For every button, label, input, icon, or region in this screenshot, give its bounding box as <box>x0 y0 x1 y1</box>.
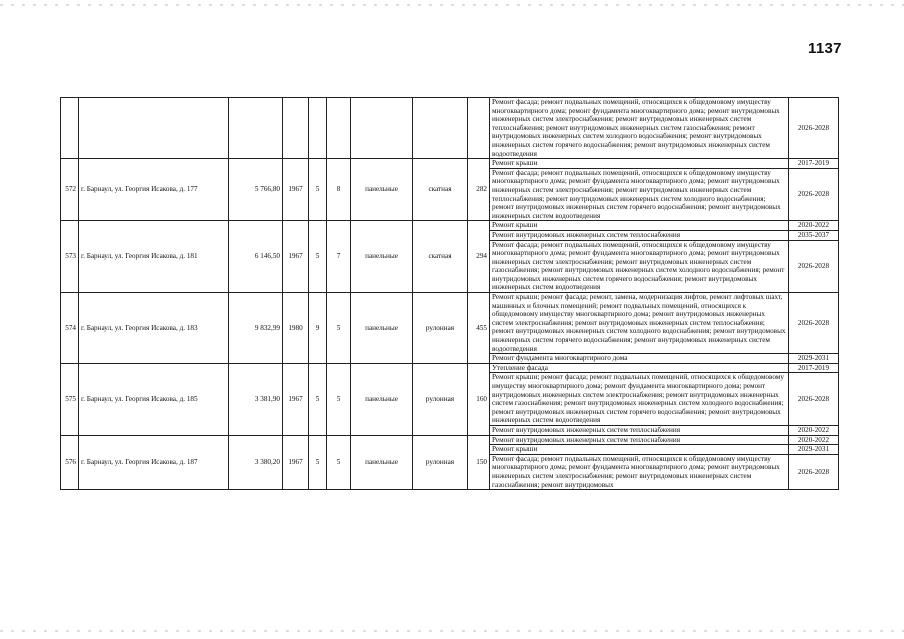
work-description: Ремонт внутридомовых инженерных систем теплоснабжения <box>490 230 789 240</box>
object-roof-type: скатная <box>413 159 468 221</box>
object-address: г. Барнаул, ул. Георгия Исакова, д. 177 <box>79 159 229 221</box>
work-period: 2020-2022 <box>789 221 839 231</box>
work-description: Утепление фасада <box>490 363 789 373</box>
work-description: Ремонт крыши; ремонт фасада; ремонт подвальных помещений, относящихся к общедомовому имуществу многоквартирного дома; ремонт фундамента многоквартирного дома; ремонт внутридомовых инженерных систем электроснабжения; ремонт внутридомовых инженерных систем газоснабжения; ремонт внутридомовых инженерных систем холодного водоснабжения; ремонт внутридомовых инженерных систем горячего водоснабжения; ремонт внутридомовых инженерных систем водоотведения <box>490 373 789 426</box>
object-address: г. Барнаул, ул. Георгия Исакова, д. 183 <box>79 293 229 364</box>
object-entrances: 5 <box>327 293 351 364</box>
object-address: г. Барнаул, ул. Георгия Исакова, д. 181 <box>79 221 229 293</box>
object-floors: 5 <box>309 221 327 293</box>
work-period: 2017-2019 <box>789 363 839 373</box>
object-wall-material: панельные <box>351 159 413 221</box>
work-description: Ремонт крыши <box>490 221 789 231</box>
work-period: 2029-2031 <box>789 445 839 455</box>
object-residents: 294 <box>468 221 490 293</box>
object-year: 1980 <box>283 293 309 364</box>
repair-schedule-table <box>60 97 839 490</box>
object-floors: 5 <box>309 363 327 435</box>
work-description: Ремонт крыши <box>490 445 789 455</box>
object-number: 573 <box>61 221 79 293</box>
object-wall-material: панельные <box>351 293 413 364</box>
object-year: 1967 <box>283 363 309 435</box>
object-number: 576 <box>61 435 79 490</box>
object-wall-material: панельные <box>351 221 413 293</box>
work-period: 2026-2028 <box>789 454 839 489</box>
object-residents: 455 <box>468 293 490 364</box>
table-row <box>61 221 839 231</box>
object-wall-material <box>351 98 413 159</box>
object-area: 6 146,50 <box>229 221 283 293</box>
object-floors: 5 <box>309 435 327 490</box>
work-description: Ремонт фасада; ремонт подвальных помещений, относящихся к общедомовому имуществу многоквартирного дома; ремонт фундамента многоквартирного дома; ремонт внутридомовых инженерных систем электроснабжения; ремонт внутридомовых инженерных систем газоснабжения; ремонт внутридомовых инженерных систем холодного водоснабжения; ремонт внутридомовых инженерных систем горячего водоснабжения; ремонт внутридомовых инженерных систем водоотведения <box>490 240 789 293</box>
work-period: 2026-2028 <box>789 373 839 426</box>
work-description: Ремонт фасада; ремонт подвальных помещений, относящихся к общедомовому имуществу многоквартирного дома; ремонт фундамента многоквартирного дома; ремонт внутридомовых инженерных систем электроснабжения; ремонт внутридомовых инженерных систем газоснабжения; ремонт внутридомовых <box>490 454 789 489</box>
work-period: 2026-2028 <box>789 168 839 221</box>
object-entrances: 5 <box>327 435 351 490</box>
object-floors <box>309 98 327 159</box>
object-entrances: 7 <box>327 221 351 293</box>
object-roof-type <box>413 98 468 159</box>
object-number <box>61 98 79 159</box>
object-entrances: 8 <box>327 159 351 221</box>
table-row <box>61 98 839 159</box>
table-row <box>61 293 839 354</box>
object-address <box>79 98 229 159</box>
object-year: 1967 <box>283 221 309 293</box>
object-wall-material: панельные <box>351 363 413 435</box>
object-residents: 282 <box>468 159 490 221</box>
object-number: 575 <box>61 363 79 435</box>
object-wall-material: панельные <box>351 435 413 490</box>
work-period: 2026-2028 <box>789 293 839 354</box>
work-period: 2035-2037 <box>789 230 839 240</box>
object-number: 574 <box>61 293 79 364</box>
object-roof-type: скатная <box>413 221 468 293</box>
table-body <box>61 98 839 490</box>
scan-artifact-bottom <box>0 630 904 632</box>
work-description: Ремонт фасада; ремонт подвальных помещений, относящихся к общедомовому имуществу многоквартирного дома; ремонт фундамента многоквартирного дома; ремонт внутридомовых инженерных систем электроснабжения; ремонт внутридомовых инженерных систем теплоснабжения; ремонт внутридомовых инженерных систем холодного водоснабжения; ремонт внутридомовых инженерных систем горячего водоснабжения; ремонт внутридомовых инженерных систем водоотведения <box>490 168 789 221</box>
work-description: Ремонт фасада; ремонт подвальных помещений, относящихся к общедомовому имуществу многоквартирного дома; ремонт фундамента многоквартирного дома; ремонт внутридомовых инженерных систем электроснабжения; ремонт внутридомовых инженерных систем теплоснабжения; ремонт внутридомовых инженерных систем газоснабжения; ремонт внутридомовых инженерных систем холодного водоснабжения; ремонт внутридомовых инженерных систем горячего водоснабжения; ремонт внутридомовых инженерных систем водоотведения <box>490 98 789 159</box>
object-area: 3 380,20 <box>229 435 283 490</box>
work-period: 2026-2028 <box>789 98 839 159</box>
table-row <box>61 159 839 169</box>
object-area: 5 766,80 <box>229 159 283 221</box>
work-description: Ремонт внутридомовых инженерных систем теплоснабжения <box>490 435 789 445</box>
object-entrances <box>327 98 351 159</box>
object-area <box>229 98 283 159</box>
object-number: 572 <box>61 159 79 221</box>
object-residents: 150 <box>468 435 490 490</box>
work-description: Ремонт фундамента многоквартирного дома <box>490 354 789 364</box>
object-floors: 9 <box>309 293 327 364</box>
work-description: Ремонт крыши; ремонт фасада; ремонт, замена, модернизация лифтов, ремонт лифтовых шахт, машинных и блочных помещений; ремонт подвальных помещений, относящихся к общедомовому имуществу многоквартирного дома; ремонт внутридомовых инженерных систем электроснабжения; ремонт внутридомовых инженерных систем теплоснабжения; ремонт внутридомовых инженерных систем холодного водоснабжения; ремонт внутридомовых инженерных систем горячего водоснабжения; ремонт внутридомовых инженерных систем водоотведения <box>490 293 789 354</box>
object-entrances: 5 <box>327 363 351 435</box>
object-residents <box>468 98 490 159</box>
object-year <box>283 98 309 159</box>
object-year: 1967 <box>283 435 309 490</box>
work-period: 2029-2031 <box>789 354 839 364</box>
work-description: Ремонт внутридомовых инженерных систем теплоснабжения <box>490 425 789 435</box>
work-description: Ремонт крыши <box>490 159 789 169</box>
work-period: 2017-2019 <box>789 159 839 169</box>
object-floors: 5 <box>309 159 327 221</box>
scan-artifact-top <box>0 4 904 6</box>
object-roof-type: рулонная <box>413 363 468 435</box>
page-number: 1137 <box>808 40 842 57</box>
object-area: 3 381,90 <box>229 363 283 435</box>
table-row <box>61 435 839 445</box>
object-residents: 160 <box>468 363 490 435</box>
object-roof-type: рулонная <box>413 293 468 364</box>
work-period: 2020-2022 <box>789 425 839 435</box>
object-roof-type: рулонная <box>413 435 468 490</box>
object-area: 9 832,99 <box>229 293 283 364</box>
table-row <box>61 363 839 373</box>
repair-schedule-sheet <box>60 97 838 490</box>
object-address: г. Барнаул, ул. Георгия Исакова, д. 185 <box>79 363 229 435</box>
work-period: 2020-2022 <box>789 435 839 445</box>
work-period: 2026-2028 <box>789 240 839 293</box>
object-year: 1967 <box>283 159 309 221</box>
object-address: г. Барнаул, ул. Георгия Исакова, д. 187 <box>79 435 229 490</box>
